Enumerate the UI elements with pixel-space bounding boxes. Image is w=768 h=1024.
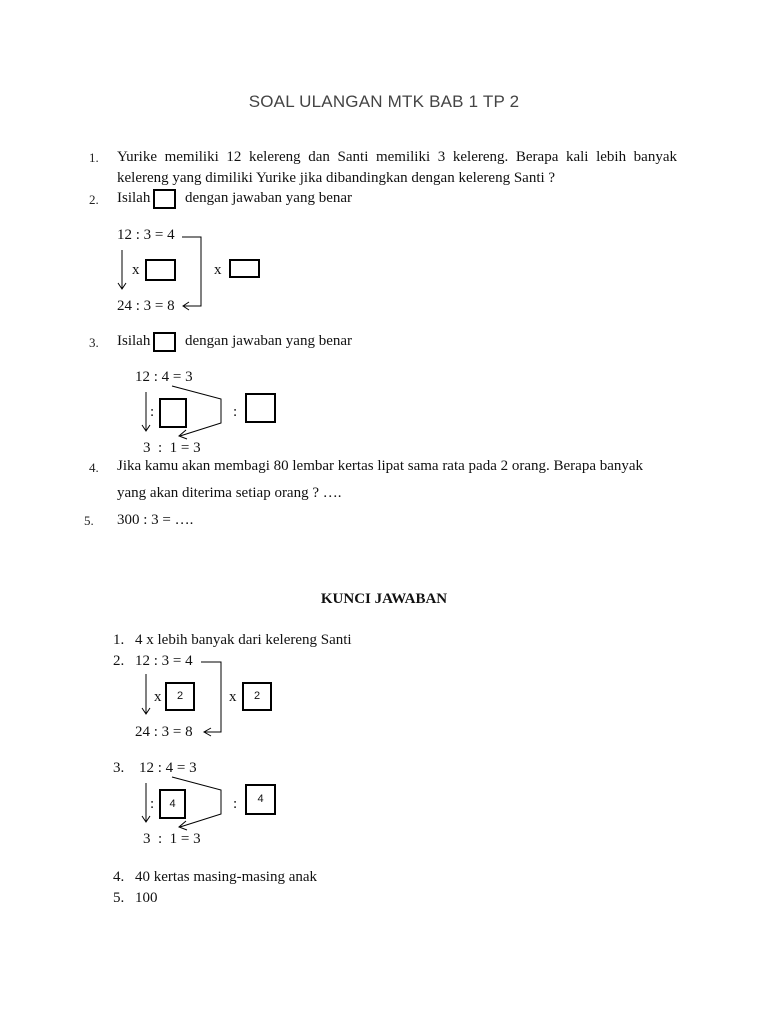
a3-answer-value-right: 4 (257, 793, 264, 805)
question-4-number: 4. (89, 460, 99, 475)
a3-operator-left: : (150, 796, 155, 812)
question-1-number: 1. (89, 150, 99, 165)
answer-1-text: 4 x lebih banyak dari kelereng Santi (135, 632, 352, 648)
a2-equation-top: 12 : 3 = 4 (135, 653, 193, 669)
q2-bracket (182, 237, 201, 306)
answer-4-number: 4. (113, 869, 125, 885)
a2-answer-value-left: 2 (176, 690, 184, 702)
q2-operator-left: x (132, 262, 140, 278)
question-2-lead: Isilah (117, 190, 151, 206)
q3-equation-bottom: 3 : 1 = 3 (143, 440, 201, 456)
answer-5-number: 5. (113, 890, 125, 906)
a2-operator-left: x (154, 689, 162, 705)
question-5-text: 300 : 3 = …. (117, 512, 194, 528)
a3-equation-top: 12 : 4 = 3 (139, 760, 197, 776)
a3-equation-bottom: 3 : 1 = 3 (143, 831, 201, 847)
a2-equation-bottom: 24 : 3 = 8 (135, 724, 193, 740)
q3-equation-top: 12 : 4 = 3 (135, 369, 193, 385)
question-3-lead: Isilah (117, 333, 151, 349)
question-4-line-2: yang akan diterima setiap orang ? …. (117, 485, 342, 501)
answer-2-number: 2. (113, 653, 125, 669)
q2-operator-right: x (214, 262, 222, 278)
question-5-number: 5. (84, 513, 94, 528)
a2-operator-right: x (229, 689, 237, 705)
question-3-instruction: dengan jawaban yang benar (185, 333, 353, 349)
a3-operator-right: : (233, 796, 238, 812)
a2-bracket (201, 662, 221, 732)
page-title: SOAL ULANGAN MTK BAB 1 TP 2 (248, 92, 520, 111)
answer-5-text: 100 (135, 890, 158, 906)
question-2-instruction: dengan jawaban yang benar (185, 190, 353, 206)
question-2-number: 2. (89, 192, 99, 207)
q2-equation-bottom: 24 : 3 = 8 (117, 298, 175, 314)
answer-key-heading: KUNCI JAWABAN (320, 591, 448, 607)
q3-operator-left: : (150, 404, 155, 420)
question-4-line-1: Jika kamu akan membagi 80 lembar kertas lipat sama rata pada 2 orang. Berapa banyak (117, 458, 644, 474)
q3-operator-right: : (233, 404, 238, 420)
a2-answer-value-right: 2 (253, 690, 261, 702)
q2-equation-top: 12 : 3 = 4 (117, 227, 175, 243)
q3-bracket (172, 386, 221, 436)
question-3-number: 3. (89, 335, 99, 350)
answer-4-text: 40 kertas masing-masing anak (135, 869, 318, 885)
a3-answer-value-left: 4 (169, 798, 176, 810)
question-1-text: Yurike memiliki 12 kelereng dan Santi memiliki 3 kelereng. Berapa kali lebih banyak kelereng yang dimiliki Yurike jika dibandingkan dengan kelereng Santi ? (117, 149, 677, 186)
answer-3-number: 3. (113, 760, 125, 776)
answer-1-number: 1. (113, 632, 125, 648)
a3-bracket (172, 777, 221, 827)
